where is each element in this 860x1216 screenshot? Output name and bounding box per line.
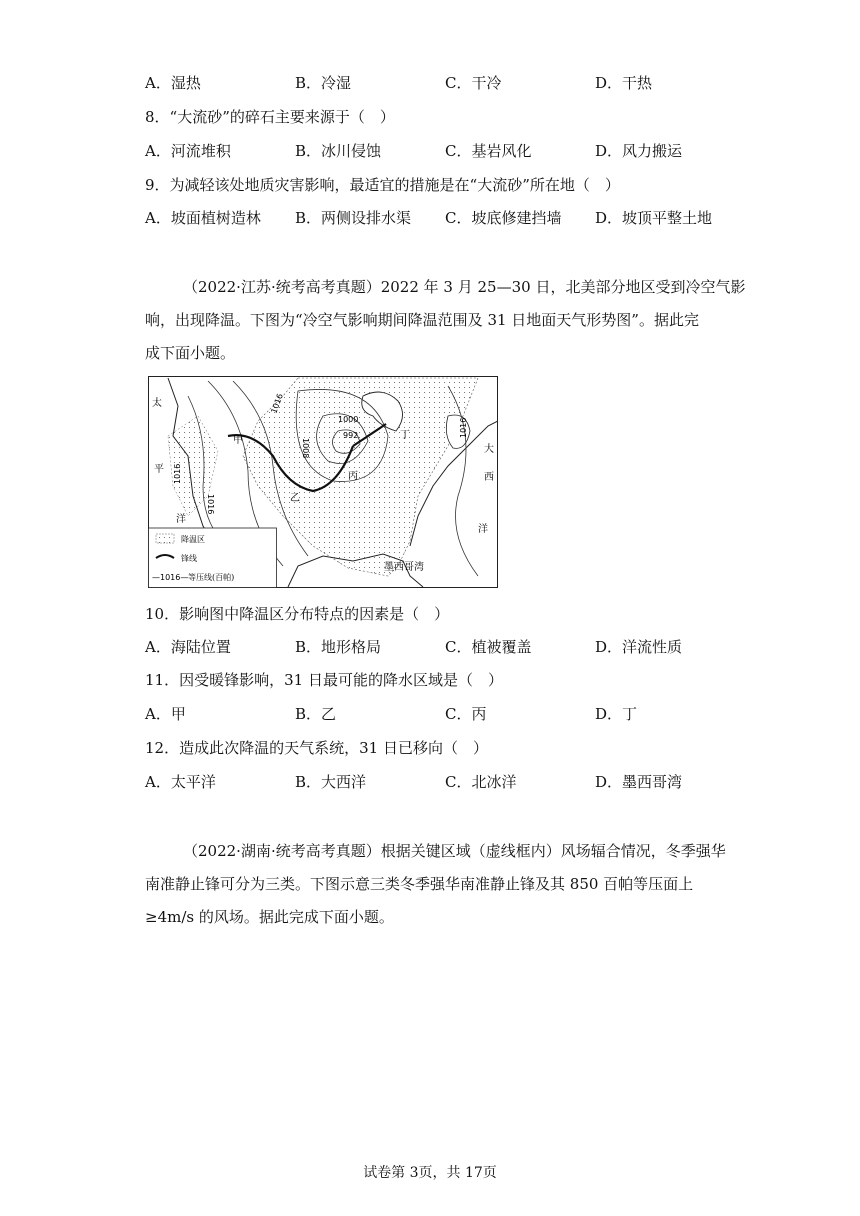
isobar-label: 1008	[301, 438, 310, 459]
q12-option-d: D．墨西哥湾	[595, 773, 683, 791]
q8-option-b: B．冰川侵蚀	[295, 142, 382, 160]
legend-front-label: 锋线	[181, 554, 197, 563]
q12-option-b: B．大西洋	[295, 773, 367, 791]
q9-option-a: A．坡面植树造林	[145, 209, 261, 227]
q9-option-d: D．坡顶平整土地	[595, 209, 713, 227]
pacific-char-3: 洋	[176, 514, 186, 525]
q7-option-a: A．湿热	[145, 74, 201, 92]
legend-isobar-label: 等压线(百帕)	[188, 573, 235, 582]
isobar-label: 1016	[206, 494, 215, 515]
q11-option-a: A．甲	[145, 705, 186, 723]
intro1-line3: 成下面小题。	[145, 344, 236, 362]
q7-option-d: D．干热	[595, 74, 653, 92]
q10-stem: 10．影响图中降温区分布特点的因素是（ ）	[145, 605, 450, 623]
gulf-of-mexico-label: 墨西哥湾	[384, 562, 424, 573]
place-ding: 丁	[400, 430, 410, 441]
q8-option-c: C．基岩风化	[445, 142, 532, 160]
q12-option-c: C．北冰洋	[445, 773, 517, 791]
isobar-label: 1016	[269, 392, 285, 415]
q11-option-d: D．丁	[595, 705, 638, 723]
intro1-line2: 响，出现降温。下图为“冷空气影响期间降温范围及 31 日地面天气形势图”。据此完	[145, 311, 699, 329]
intro2-line2: 南准静止锋可分为三类。下图示意三类冬季强华南准静止锋及其 850 百帕等压面上	[145, 875, 694, 893]
intro2-line3: ≥4m/s 的风场。据此完成下面小题。	[145, 908, 394, 926]
q8-option-a: A．河流堆积	[145, 142, 231, 160]
pacific-char-2: 平	[154, 464, 164, 475]
q10-option-c: C．植被覆盖	[445, 638, 532, 656]
intro2-line1: （2022·湖南·统考高考真题）根据关键区域（虚线框内）风场辐合情况，冬季强华	[183, 842, 726, 860]
intro1-line1: （2022·江苏·统考高考真题）2022 年 3 月 25—30 日，北美部分地区受到冷空气影	[183, 278, 746, 296]
place-jia: 甲	[233, 435, 243, 446]
weather-map-figure	[148, 376, 498, 588]
atlantic-char-3: 洋	[478, 524, 488, 535]
isobar-label: 1000	[338, 415, 359, 424]
q10-option-a: A．海陆位置	[145, 638, 231, 656]
page-footer: 试卷第 3页，共 17页	[363, 1165, 497, 1181]
atlantic-char-1: 大	[484, 444, 494, 455]
q8-stem: 8．“大流砂”的碎石主要来源于（ ）	[145, 108, 395, 126]
q9-option-c: C．坡底修建挡墙	[445, 209, 562, 227]
legend-cooling-label: 降温区	[181, 535, 205, 544]
isobar-label: 992	[343, 431, 359, 440]
isobar-label: 1016	[459, 417, 468, 438]
legend-isobar-sample: —1016—	[152, 573, 189, 582]
q7-option-b: B．冷湿	[295, 74, 352, 92]
q9-stem: 9．为减轻该处地质灾害影响，最适宜的措施是在“大流砂”所在地（ ）	[145, 176, 620, 194]
q11-stem: 11．因受暖锋影响，31 日最可能的降水区域是（ ）	[145, 671, 503, 689]
pacific-char-1: 太	[152, 398, 162, 409]
place-bing: 丙	[348, 471, 358, 482]
q10-option-d: D．洋流性质	[595, 638, 683, 656]
q11-option-c: C．丙	[445, 705, 487, 723]
place-yi: 乙	[290, 493, 300, 504]
isobar-label: 1016	[173, 463, 182, 484]
q11-option-b: B．乙	[295, 705, 337, 723]
q10-option-b: B．地形格局	[295, 638, 382, 656]
atlantic-char-2: 西	[484, 472, 494, 483]
q12-option-a: A．太平洋	[145, 773, 216, 791]
q8-option-d: D．风力搬运	[595, 142, 683, 160]
q7-option-c: C．干冷	[445, 74, 502, 92]
q12-stem: 12．造成此次降温的天气系统，31 日已移向（ ）	[145, 739, 488, 757]
q9-option-b: B．两侧设排水渠	[295, 209, 412, 227]
